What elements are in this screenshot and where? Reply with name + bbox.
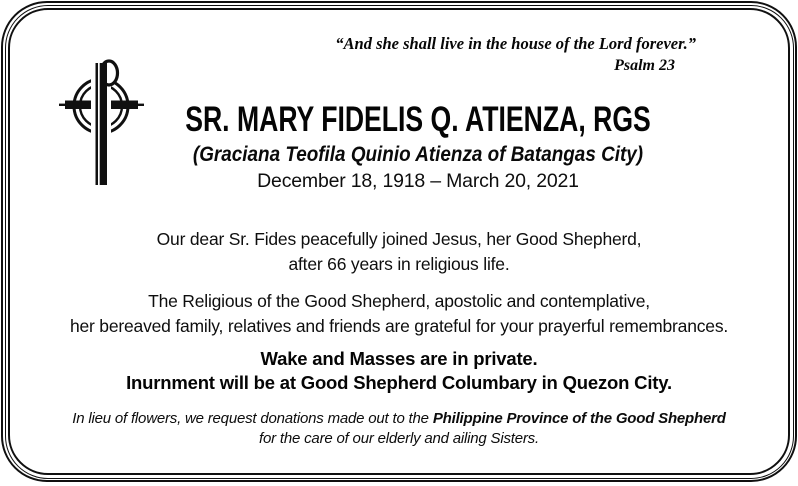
scripture-quote [335, 33, 696, 76]
quote-text: “And she shall live in the house of the Lord forever.” [335, 34, 696, 53]
gratitude-line-1: The Religious of the Good Shepherd, apostolic and contemplative, [148, 291, 650, 311]
donation-note [0, 409, 798, 449]
gratitude-line-2: her bereaved family, relatives and friends are grateful for your prayerful remembrances. [69, 316, 729, 336]
quote-attribution: Psalm 23 [614, 57, 675, 74]
service-announcement [0, 347, 798, 395]
donation-prefix: In lieu of flowers, we request donations made out to the [72, 410, 429, 427]
tribute-paragraph [0, 227, 798, 277]
tribute-line-1: Our dear Sr. Fides peacefully joined Jesus, her Good Shepherd, [156, 229, 642, 249]
gratitude-paragraph [0, 289, 798, 339]
tribute-line-2: after 66 years in religious life. [288, 254, 510, 274]
life-dates: December 18, 1918 – March 20, 2021 [257, 170, 579, 192]
donation-line-2: for the care of our elderly and ailing Sisters. [259, 430, 539, 447]
heading-block [0, 101, 798, 193]
inurnment-notice: Inurnment will be at Good Shepherd Columbary in Quezon City. [126, 372, 672, 393]
donation-line-1 [0, 409, 798, 429]
deceased-name: SR. MARY FIDELIS Q. ATIENZA, RGS [185, 100, 651, 139]
wake-notice: Wake and Masses are in private. [260, 348, 538, 369]
donation-recipient: Philippine Province of the Good Shepherd [432, 410, 726, 427]
deceased-birth-name: (Graciana Teofila Quinio Atienza of Batangas City) [192, 143, 644, 166]
